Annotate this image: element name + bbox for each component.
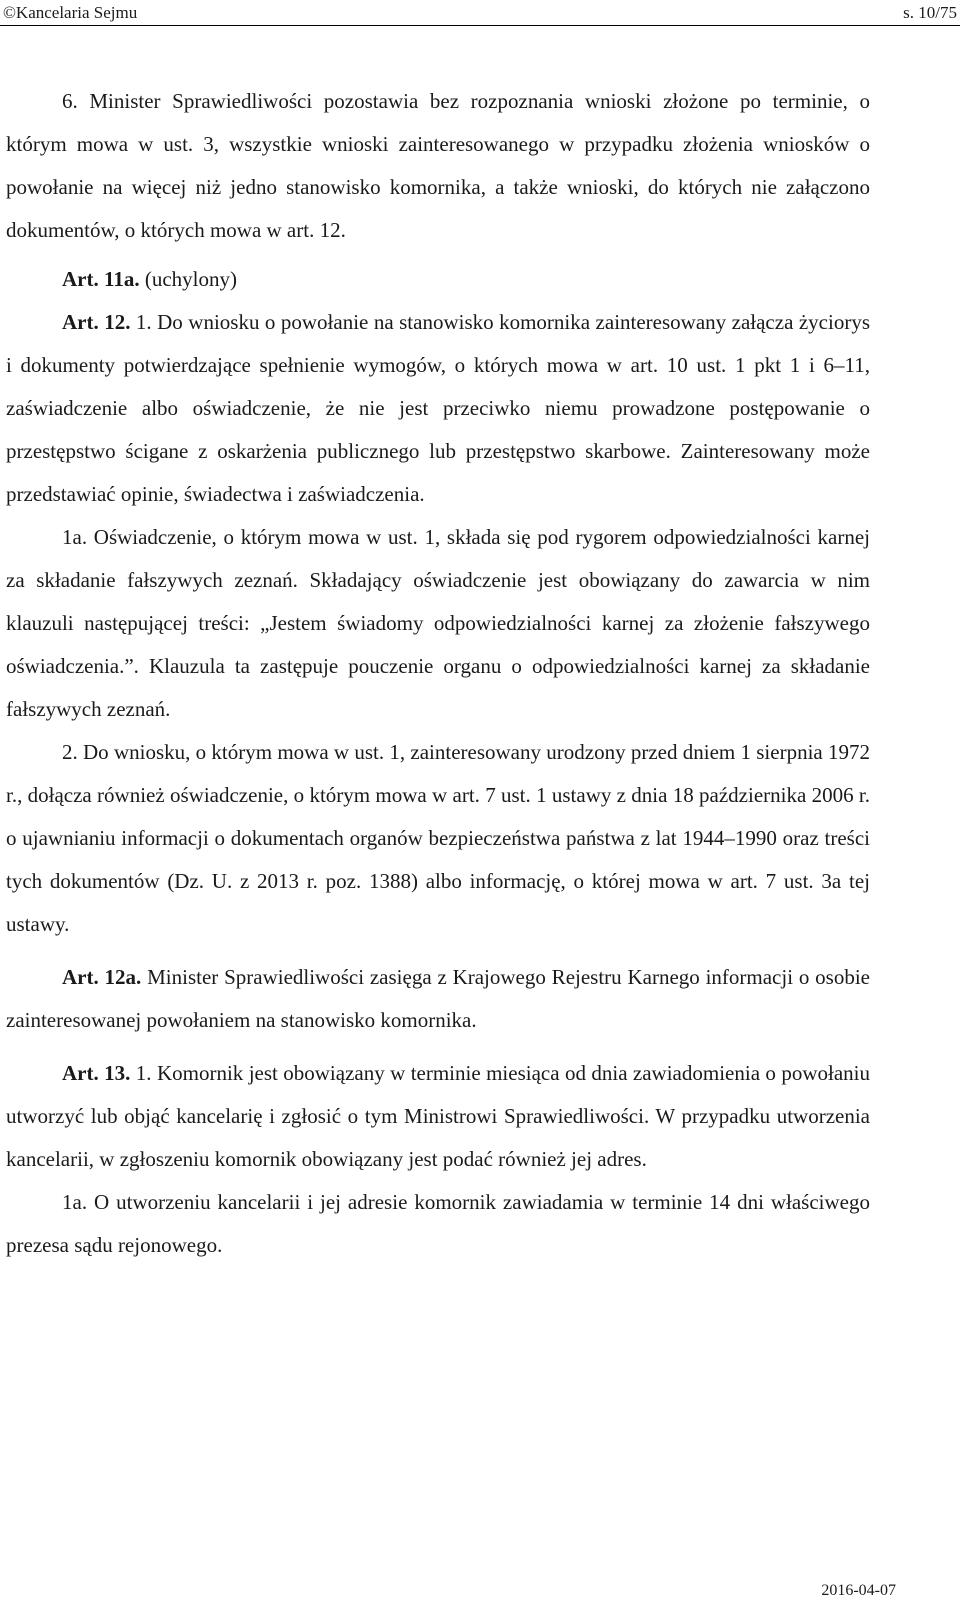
paragraph-art12-ust2 xyxy=(6,731,870,946)
paragraph-text: (uchylony) xyxy=(139,267,237,291)
page-number: s. 10/75 xyxy=(903,3,957,22)
article-heading: Art. 12. xyxy=(62,310,131,334)
page-header xyxy=(0,2,960,24)
paragraph-text: Minister Sprawiedliwości zasięga z Krajowego Rejestru Karnego informacji o osobie zainteresowanej powołaniem na stanowisko komornika. xyxy=(6,965,870,1032)
document-date: 2016-04-07 xyxy=(821,1582,896,1599)
article-13 xyxy=(6,1052,870,1181)
document-body xyxy=(6,80,870,1267)
header-divider xyxy=(0,25,960,26)
paragraph-text: 2. Do wniosku, o którym mowa w ust. 1, zainteresowany urodzony przed dniem 1 sierpnia 1972 r., dołącza również oświadczenie, o którym mowa w art. 7 ust. 1 ustawy z dnia 18 października 2006 r. o ujawnianiu informacji o dokumentach organów bezpieczeństwa państwa z lat 1944–1990 oraz treści tych dokumentów (Dz. U. z 2013 r. poz. 1388) albo informację, o której mowa w art. 7 ust. 3a tej ustawy. xyxy=(6,740,870,936)
article-12a xyxy=(6,956,870,1042)
paragraph-art13-ust1a xyxy=(6,1181,870,1267)
article-heading: Art. 11a. xyxy=(62,267,140,291)
paragraph-text: 1a. Oświadczenie, o którym mowa w ust. 1, składa się pod rygorem odpowiedzialności karnej za składanie fałszywych zeznań. Składający oświadczenie jest obowiązany do zawarcia w nim klauzuli następującej treści: „Jestem świadomy odpowiedzialności karnej za złożenie fałszywego oświadczenia.”. Klauzula ta zastępuje pouczenie organu o odpowiedzialności karnej za składanie fałszywych zeznań. xyxy=(6,525,870,721)
paragraph-text: 1. Komornik jest obowiązany w terminie miesiąca od dnia zawiadomienia o powołaniu utworzyć lub objąć kancelarię i zgłosić o tym Ministrowi Sprawiedliwości. W przypadku utworzenia kancelarii, w zgłoszeniu komornik obowiązany jest podać również jej adres. xyxy=(6,1061,870,1171)
paragraph-text: 1. Do wniosku o powołanie na stanowisko komornika zainteresowany załącza życiorys i dokumenty potwierdzające spełnienie wymogów, o których mowa w art. 10 ust. 1 pkt 1 i 6–11, zaświadczenie albo oświadczenie, że nie jest przeciwko niemu prowadzone postępowanie o przestępstwo ścigane z oskarżenia publicznego lub przestępstwo skarbowe. Zainteresowany może przedstawiać opinie, świadectwa i zaświadczenia. xyxy=(6,310,870,506)
article-heading: Art. 13. xyxy=(62,1061,131,1085)
article-heading: Art. 12a. xyxy=(62,965,142,989)
copyright-label: ©Kancelaria Sejmu xyxy=(3,3,138,22)
article-11a xyxy=(6,258,870,301)
paragraph-art11-ust6 xyxy=(6,80,870,252)
paragraph-art12-ust1a xyxy=(6,516,870,731)
paragraph-text: 1a. O utworzeniu kancelarii i jej adresie komornik zawiadamia w terminie 14 dni właściwego prezesa sądu rejonowego. xyxy=(6,1190,870,1257)
article-12 xyxy=(6,301,870,516)
paragraph-text: 6. Minister Sprawiedliwości pozostawia bez rozpoznania wnioski złożone po terminie, o którym mowa w ust. 3, wszystkie wnioski zainteresowanego w przypadku złożenia wniosków o powołanie na więcej niż jedno stanowisko komornika, a także wnioski, do których nie załączono dokumentów, o których mowa w art. 12. xyxy=(6,89,870,242)
